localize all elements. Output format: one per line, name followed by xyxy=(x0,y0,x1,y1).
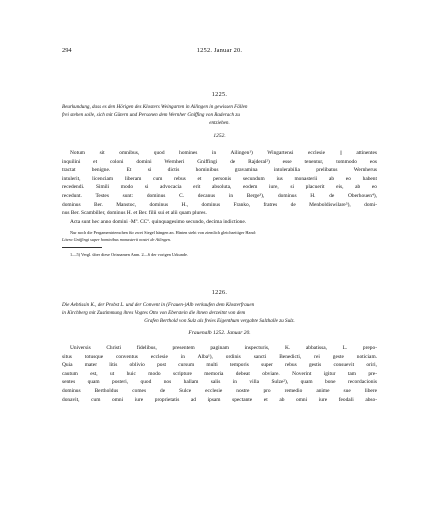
body-line: situs totusque conventus ecclesie in Alba¹), ordinis sancti Benedicti, rei geste noticiam. xyxy=(62,353,377,360)
footnote-line: 1—5) Vergl. über diese Ortsnamen Anm. 2—6 der vorigen Urkunde. xyxy=(70,252,188,257)
regest-summary xyxy=(62,301,377,326)
regest-line: Beurkundung, dass es den Hörigen des Klosters Weingarten in Ailingen in gewissen Fällen xyxy=(62,104,248,110)
body-line: Notum sit omnibus, quod homines in Ailingen¹) Wingartensi ecclesie || attinentes xyxy=(70,150,377,156)
running-title: 1252. Januar 20. xyxy=(196,47,243,54)
regest-summary xyxy=(62,103,377,128)
body-line: dominus Bertholdus comes de Sulce ecclesie nostre pro remedio anime sue libere xyxy=(62,387,377,394)
page-number: 294 xyxy=(62,47,72,54)
document-number: 1226. xyxy=(211,289,228,296)
document-body xyxy=(62,344,377,404)
body-line: intulerit, licenciam liberam cum rebus et personis secundum ius monasterii ab eo habent xyxy=(62,175,377,182)
running-header xyxy=(62,47,377,59)
regest-line: Grafen Berthold von Sulz als freies Eigenthum vergabte Salzhalle zu Sulz. xyxy=(144,318,295,325)
archival-note xyxy=(62,230,377,243)
body-line: Universis Christi fidelibus, presentem paginam inspecturis, K. abbatissa, L. prepo- xyxy=(70,345,377,351)
note-line: Litera Gniffingi super hominibus monasterii nostri de Ailingen. xyxy=(62,236,172,242)
note-line: Nur noch die Pergamentriemchen für zwei Siegel hängen an. Hinten steht von ziemlich gleichzeitiger Hand: xyxy=(70,230,256,235)
body-line: Quia mater litis oblivio post cursum multi temporis super rebus gestis consuevit oriri, xyxy=(62,362,377,369)
body-line: recedunt. Testes sunt: dominus C. decanus in Berge³), dominus H. de Oberhouen⁴), xyxy=(62,192,377,199)
regest-line: in Kirchberg mit Zustimmung ihres Vogtes Otto von Eberstein die ihnen derzeitnt von dem xyxy=(62,310,246,317)
document-date: 1252. xyxy=(213,133,226,139)
body-line: dominus Ber. Manstoc, dominus H., dominus Franko, fratres de Menboldiswilare⁵), domi- xyxy=(62,201,377,208)
regest-line: entziehen. xyxy=(209,120,230,127)
document-date: Frauenalb 1252. Januar 20. xyxy=(188,330,251,336)
document-body xyxy=(62,149,377,226)
body-line: nus Ber. Scambiller, dominus H. et Ber. filii sui et alii quam plures. xyxy=(62,210,207,217)
footnote xyxy=(62,252,377,259)
document-number: 1225. xyxy=(211,91,228,98)
regest-line: Die Aebtissin K., der Probst L. und der Convent in (Frauen-)Alb verkaufen dem Klosterfrauen xyxy=(62,302,255,308)
body-line: cautum est, ut huic modo scripture memoria debeat obviare. Noverint igitur tam pre- xyxy=(62,370,377,377)
body-line: sentes quam posteri, quod nos hallam salis in villa Sulze²), quam bone recordacionis xyxy=(62,379,377,386)
body-line: donavit, cum omni iure proprietatis ad ipsam spectante et ab omni iure feodali abso- xyxy=(62,396,377,403)
footnote-rule xyxy=(62,247,102,248)
body-line: Acta sunt hec anno domini ·Mº. CCº. quinquagesimo secundo, decima indictione. xyxy=(70,218,247,225)
body-line: recedendi. Simili modo si advocacia erit absoluta, eodem iure, si placuerit eis, ab eo xyxy=(62,184,377,191)
body-line: inquilini et coloni domini Wernheri Gniffingi de Rajderal²) esse tenentur, tommodo eos xyxy=(62,158,377,165)
body-line: tractat benigne. Et si dictis hominibus gravamina intolerabilia prelibatus Wernherus xyxy=(62,167,377,174)
regest-line: frei stehen solle, sich mit Gütern und Personen dem Wernher Gniffing von Raderach zu xyxy=(62,112,240,119)
